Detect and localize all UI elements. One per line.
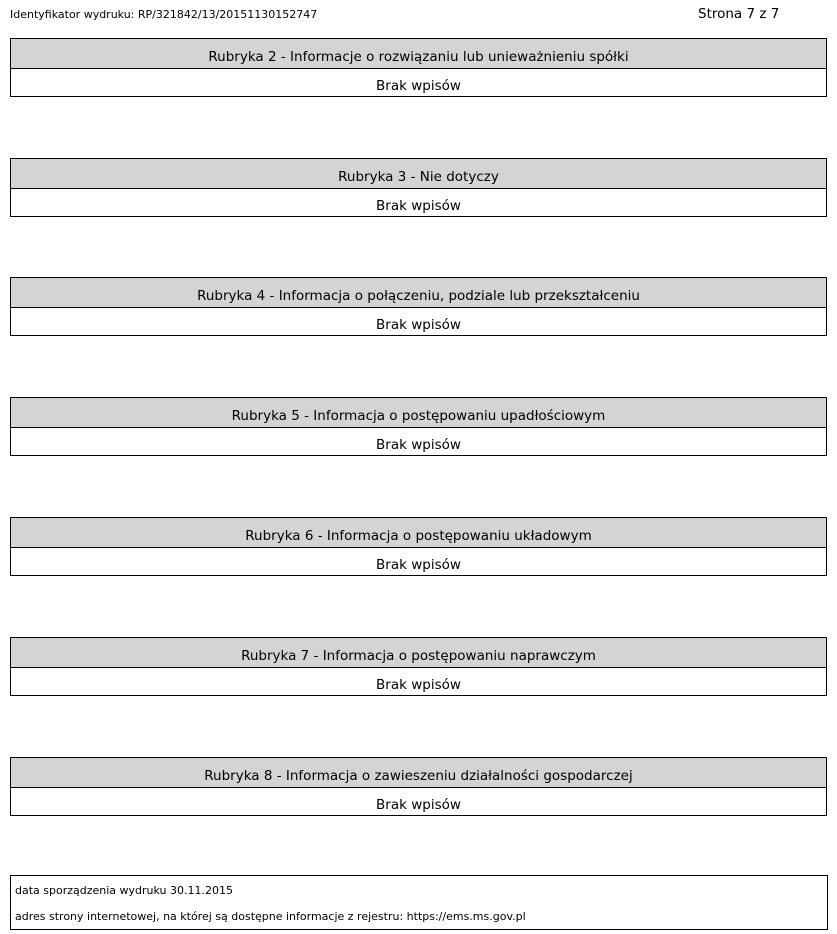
section-title: Rubryka 2 - Informacje o rozwiązaniu lub unieważnieniu spółki [11, 39, 826, 69]
print-date: data sporządzenia wydruku 30.11.2015 [15, 884, 234, 897]
print-identifier: Identyfikator wydruku: RP/321842/13/20151130152747 [10, 8, 318, 21]
section-content: Brak wpisów [376, 437, 461, 453]
section-content: Brak wpisów [376, 677, 461, 693]
page-number: Strona 7 z 7 [698, 6, 780, 22]
section-rubryka-3 [10, 158, 827, 217]
section-content: Brak wpisów [376, 78, 461, 94]
section-rubryka-6 [10, 517, 827, 576]
print-footer [10, 875, 828, 930]
section-rubryka-4 [10, 277, 827, 336]
section-title: Rubryka 4 - Informacja o połączeniu, podziale lub przekształceniu [11, 278, 826, 308]
section-content: Brak wpisów [376, 198, 461, 214]
section-title: Rubryka 8 - Informacja o zawieszeniu działalności gospodarczej [11, 758, 826, 788]
section-content: Brak wpisów [376, 557, 461, 573]
section-rubryka-7 [10, 637, 827, 696]
section-title: Rubryka 7 - Informacja o postępowaniu naprawczym [11, 638, 826, 668]
section-rubryka-8 [10, 757, 827, 816]
registry-website-info: adres strony internetowej, na której są dostępne informacje z rejestru: https://ems.ms.gov.pl [15, 910, 526, 923]
section-content: Brak wpisów [376, 797, 461, 813]
section-rubryka-5 [10, 397, 827, 456]
section-title: Rubryka 3 - Nie dotyczy [11, 159, 826, 189]
section-title: Rubryka 5 - Informacja o postępowaniu upadłościowym [11, 398, 826, 428]
section-rubryka-2 [10, 38, 827, 97]
section-content: Brak wpisów [376, 317, 461, 333]
section-title: Rubryka 6 - Informacja o postępowaniu układowym [11, 518, 826, 548]
